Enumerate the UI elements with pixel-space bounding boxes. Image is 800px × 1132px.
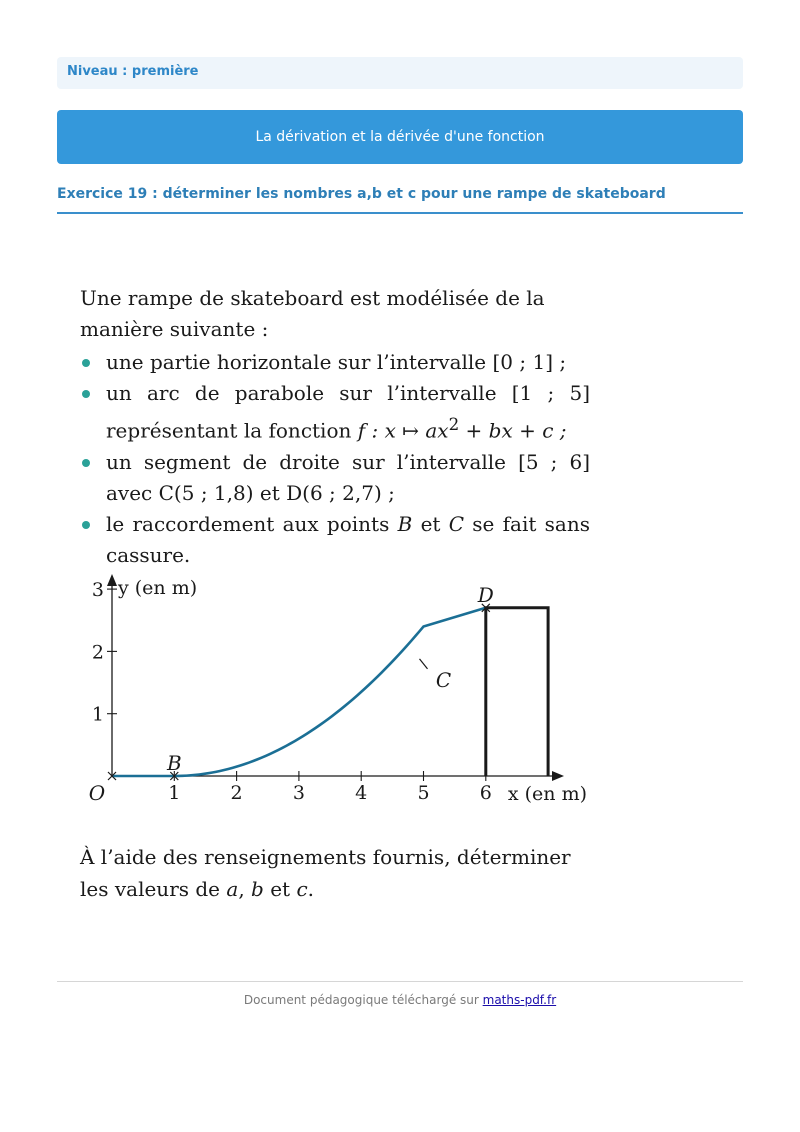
y-tick-label: 2 — [91, 641, 104, 664]
list-item: une partie horizontale sur l’intervalle [0 ; 1] ; — [80, 347, 590, 378]
x-axis-label: x (en m) — [507, 783, 587, 805]
bullet-icon — [82, 359, 90, 367]
problem-statement — [80, 283, 590, 571]
x-axis-arrow-icon — [552, 771, 564, 781]
exercise-title: Exercice 19 : déterminer les nombres a,b et c pour une rampe de skateboard — [57, 186, 666, 202]
question: À l’aide des renseignements fournis, déterminer les valeurs de a, b et c. — [80, 845, 571, 901]
conditions-list — [80, 347, 590, 571]
list-item: un arc de parabole sur l’intervalle [1 ; 5] représentant la fonction f : x ↦ $ax^2$ + bx + c ; — [80, 378, 590, 447]
bullet-icon — [82, 390, 90, 398]
x-tick-label: 1 — [168, 782, 181, 804]
footer — [57, 993, 743, 1007]
x-tick-label: 3 — [292, 782, 305, 804]
footer-link[interactable]: maths-pdf.fr — [482, 993, 557, 1007]
list-item: un segment de droite sur l’intervalle [5 ; 6] avec C(5 ; 1,8) et D(6 ; 2,7) ; — [80, 447, 590, 509]
footer-text: Document pédagogique téléchargé sur — [243, 993, 483, 1007]
y-axis-arrow-icon — [107, 574, 117, 586]
y-axis-label: y (en m) — [118, 577, 198, 599]
ramp-platform — [486, 608, 548, 776]
problem-intro: Une rampe de skateboard est modélisée de la manière suivante : — [80, 286, 545, 341]
bullet-icon — [82, 521, 90, 529]
point-label-b: B — [166, 751, 182, 775]
title-divider — [57, 212, 743, 214]
y-tick-label: 1 — [91, 703, 104, 726]
point-marker-c — [420, 659, 428, 669]
level-label: Niveau : première — [57, 57, 743, 89]
point-label-o: O — [88, 781, 106, 805]
y-tick-label: 3 — [91, 579, 104, 602]
x-tick-label: 2 — [230, 782, 243, 804]
point-label-c: C — [435, 667, 452, 692]
chapter-banner — [57, 110, 743, 164]
footer-divider — [57, 981, 743, 982]
x-tick-label: 4 — [355, 782, 368, 804]
x-tick-label: 6 — [479, 782, 492, 804]
x-tick-label: 5 — [417, 782, 430, 804]
ramp-graph — [80, 568, 600, 818]
list-item: le raccordement aux points B et C se fait sans cassure. — [80, 509, 590, 571]
chapter-title: La dérivation et la dérivée d'une fonction — [255, 129, 545, 145]
bullet-icon — [82, 459, 90, 467]
skate-ramp-figure — [80, 568, 600, 818]
point-label-d: D — [477, 582, 494, 607]
